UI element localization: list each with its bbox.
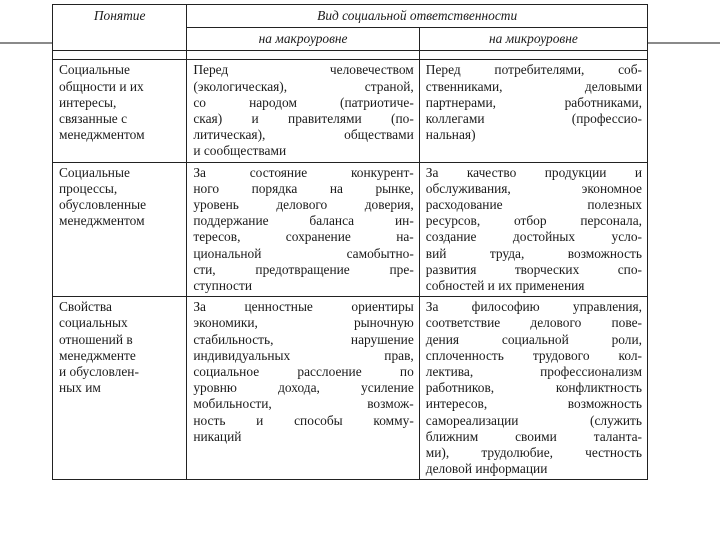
- micro-cell: За философию управления, соответствие делового пове- дения социальной роли, сплоченность трудового кол- лектива, профессионализм работников, конфликтность интересов, возможность самореализации (служить ближним своими таланта- ми), трудолюбие, честность деловой информации: [419, 297, 647, 480]
- concept-cell: Социальные процессы, обусловленные менеджментом: [53, 162, 187, 297]
- table-row: [53, 60, 648, 162]
- micro-cell: За качество продукции и обслуживания, экономное расходование полезных ресурсов, отбор персонала, создание достойных усло- вий труда, возможность развития творческих спо- собностей и их применения: [419, 162, 647, 297]
- table-header-row: [53, 5, 648, 28]
- table-row: [53, 297, 648, 480]
- table-row: [53, 162, 648, 297]
- concept-cell: Социальные общности и их интересы, связанные с менеджментом: [53, 60, 187, 162]
- macro-cell: Перед человечеством (экологическая), страной, со народом (патриотиче- ская) и правителями (по- литическая), обществами и сообществами: [187, 60, 419, 162]
- decorative-rule-left: [0, 42, 52, 44]
- macro-cell: За состояние конкурент- ного порядка на рынке, уровень делового доверия, поддержание баланса ин- тересов, сохранение на- циональной самобытно- сти, предотвращение пре- ступности: [187, 162, 419, 297]
- header-responsibility-type: Вид социальной ответственности: [187, 5, 648, 28]
- decorative-rule-right: [648, 42, 720, 44]
- header-micro-level: на микроуровне: [419, 28, 647, 51]
- social-responsibility-table: [52, 4, 648, 480]
- micro-cell: Перед потребителями, соб- ственниками, деловыми партнерами, работниками, коллегами (профессио- нальная): [419, 60, 647, 162]
- header-concept: Понятие: [53, 5, 187, 51]
- macro-cell: За ценностные ориентиры экономики, рыночную стабильность, нарушение индивидуальных прав, социальное расслоение по уровню дохода, усиление мобильности, возмож- ность и способы комму- никаций: [187, 297, 419, 480]
- header-macro-level: на макроуровне: [187, 28, 419, 51]
- concept-cell: Свойства социальных отношений в менеджменте и обусловлен- ных им: [53, 297, 187, 480]
- table-separator: [53, 51, 648, 60]
